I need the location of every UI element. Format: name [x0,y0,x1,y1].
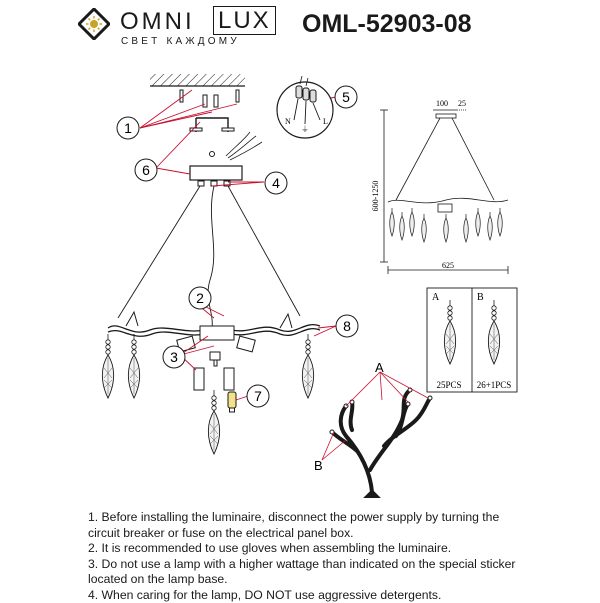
dimension-height: 600-1250 [371,181,380,212]
safety-instructions [88,510,528,603]
crystal-pendants [102,334,313,454]
dimension-top-width: 100 [436,99,448,108]
bulb-icon [228,392,236,412]
branch-label-b: B [314,458,323,473]
pendant-b-count: 26+1PCS [477,380,512,390]
callout-label: 4 [272,175,280,191]
callout-label: 3 [170,349,178,365]
suspension-cables [118,186,300,328]
callout-label: 5 [342,89,350,105]
ceiling [150,74,245,86]
callout-markers [117,86,358,407]
pendant-b-label: B [477,292,484,303]
pendant-a-label: A [432,292,440,303]
wiring-detail [277,76,333,138]
instruction-item: 3. Do not use a lamp with a higher wattage than indicated on the special sticker located on the lamp base. [88,557,528,588]
instruction-item: 2. It is recommended to use gloves when assembling the luminaire. [88,541,528,557]
wire-label-n: N [285,117,291,126]
callout-label: 8 [343,318,351,334]
pendant-a-icon [444,300,455,364]
lamp-hub [177,326,256,390]
callout-label: 6 [142,162,150,178]
instruction-item: 1. Before installing the luminaire, disconnect the power supply by turning the circuit breaker or fuse on the electrical panel box. [88,510,528,541]
brand-tagline: СВЕТ КАЖДОМУ [121,36,240,47]
pendant-b-icon [488,300,499,364]
dimension-crystals [390,208,503,242]
dimension-width: 625 [442,261,454,270]
dimension-drawing [380,110,508,274]
pendant-a-count: 25PCS [436,380,461,390]
branch-detail [330,388,432,496]
brand-name-lux: LUX [213,6,276,35]
branch-leader-lines [322,372,428,460]
wire-label-l: L [323,117,328,126]
branch-label-a: A [375,360,384,375]
callout-label: 2 [196,290,204,306]
brand-name-omni: OMNI [120,8,195,36]
pendant-detail-box [427,288,517,392]
callout-label: 1 [124,120,132,136]
callout-label: 7 [254,388,262,404]
dimension-top-depth: 25 [458,99,466,108]
wire-label-earth: ⏚ [301,125,309,134]
model-number: OML-52903-08 [302,10,472,39]
instruction-item: 4. When caring for the lamp, DO NOT use aggressive detergents. [88,588,528,603]
canopy [190,166,242,180]
